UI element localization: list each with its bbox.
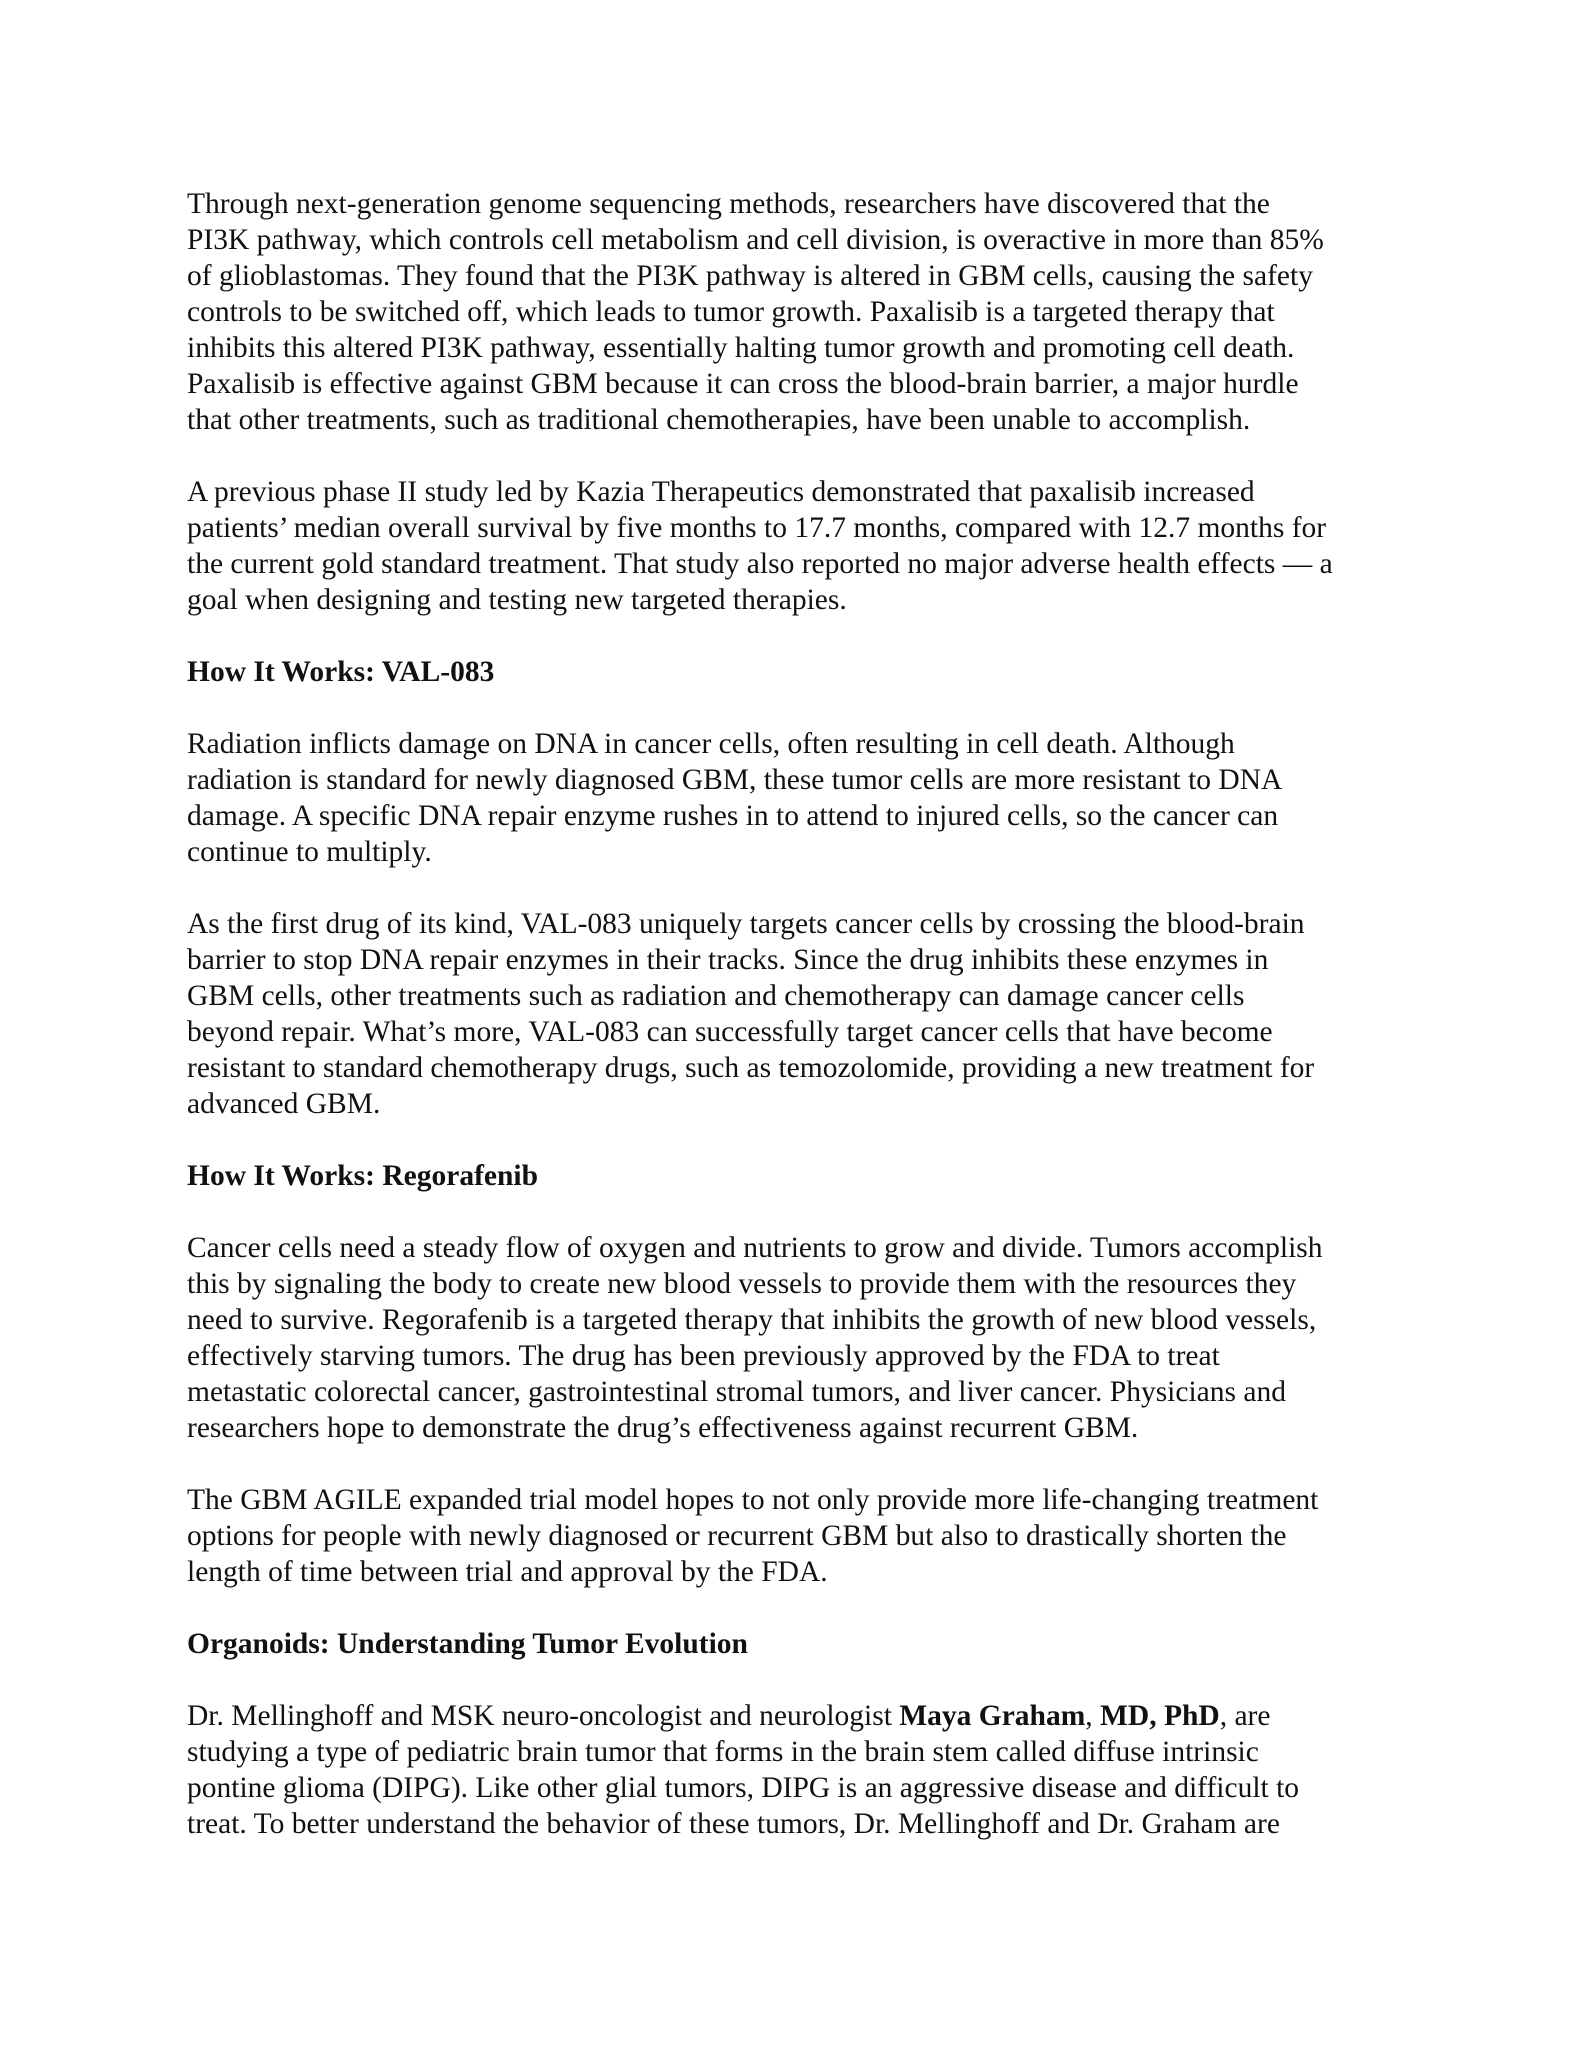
text-line — [187, 1698, 1397, 1734]
text-line: The GBM AGILE expanded trial model hopes to not only provide more life-changing treatment — [187, 1484, 1319, 1516]
text-line: this by signaling the body to create new blood vessels to provide them with the resources they — [187, 1268, 1297, 1300]
document-body — [187, 186, 1397, 1878]
text-line: beyond repair. What’s more, VAL-083 can successfully target cancer cells that have become — [187, 1016, 1273, 1048]
text-line: length of time between trial and approval by the FDA. — [187, 1556, 828, 1588]
text-line: controls to be switched off, which leads to tumor growth. Paxalisib is a targeted therapy that — [187, 296, 1275, 328]
paragraph-pi3k-pathway — [187, 186, 1397, 438]
text-line: pontine glioma (DIPG). Like other glial tumors, DIPG is an aggressive disease and difficult to — [187, 1772, 1300, 1804]
section-heading-organoids: Organoids: Understanding Tumor Evolution — [187, 1628, 748, 1660]
text-line: metastatic colorectal cancer, gastrointestinal stromal tumors, and liver cancer. Physicians and — [187, 1376, 1286, 1408]
text-line: studying a type of pediatric brain tumor that forms in the brain stem called diffuse intrinsic — [187, 1736, 1259, 1768]
text-line: need to survive. Regorafenib is a targeted therapy that inhibits the growth of new blood vessels, — [187, 1304, 1317, 1336]
text-line: Radiation inflicts damage on DNA in cancer cells, often resulting in cell death. Although — [187, 728, 1235, 760]
text-line: radiation is standard for newly diagnosed GBM, these tumor cells are more resistant to DNA — [187, 764, 1283, 796]
text-line: treat. To better understand the behavior of these tumors, Dr. Mellinghoff and Dr. Graham are — [187, 1808, 1280, 1840]
text-line: options for people with newly diagnosed or recurrent GBM but also to drastically shorten the — [187, 1520, 1287, 1552]
text-line: damage. A specific DNA repair enzyme rushes in to attend to injured cells, so the cancer can — [187, 800, 1279, 832]
text-line: of glioblastomas. They found that the PI3K pathway is altered in GBM cells, causing the safety — [187, 260, 1313, 292]
paragraph-gbm-agile — [187, 1482, 1397, 1590]
text-line: that other treatments, such as traditional chemotherapies, have been unable to accomplish. — [187, 404, 1251, 436]
text-line: resistant to standard chemotherapy drugs, such as temozolomide, providing a new treatment for — [187, 1052, 1315, 1084]
section-heading-regorafenib: How It Works: Regorafenib — [187, 1160, 538, 1192]
section-heading-val-083: How It Works: VAL-083 — [187, 656, 495, 688]
text-line: patients’ median overall survival by five months to 17.7 months, compared with 12.7 months for — [187, 512, 1327, 544]
text-run: Dr. Mellinghoff and MSK neuro-oncologist and neurologist — [187, 1700, 900, 1732]
text-line: continue to multiply. — [187, 836, 432, 868]
text-line: Cancer cells need a steady flow of oxygen and nutrients to grow and divide. Tumors accomplish — [187, 1232, 1323, 1264]
text-line: Paxalisib is effective against GBM because it can cross the blood-brain barrier, a major hurdle — [187, 368, 1299, 400]
text-line: Through next-generation genome sequencing methods, researchers have discovered that the — [187, 188, 1270, 220]
text-run: , — [1085, 1700, 1101, 1732]
text-line: GBM cells, other treatments such as radiation and chemotherapy can damage cancer cells — [187, 980, 1245, 1012]
text-line: inhibits this altered PI3K pathway, essentially halting tumor growth and promoting cell death. — [187, 332, 1295, 364]
text-line: researchers hope to demonstrate the drug’s effectiveness against recurrent GBM. — [187, 1412, 1139, 1444]
text-line: effectively starving tumors. The drug has been previously approved by the FDA to treat — [187, 1340, 1220, 1372]
paragraph-phase-ii-study — [187, 474, 1397, 618]
paragraph-val-083-drug — [187, 906, 1397, 1122]
text-line: the current gold standard treatment. That study also reported no major adverse health effects — a — [187, 548, 1333, 580]
text-line: As the first drug of its kind, VAL-083 uniquely targets cancer cells by crossing the blood-brain — [187, 908, 1305, 940]
person-name-bold: Maya Graham — [899, 1700, 1086, 1732]
text-line: PI3K pathway, which controls cell metabolism and cell division, is overactive in more than 85% — [187, 224, 1324, 256]
paragraph-regorafenib — [187, 1230, 1397, 1446]
text-line: goal when designing and testing new targeted therapies. — [187, 584, 847, 616]
credentials-bold: MD, PhD — [1100, 1700, 1220, 1732]
text-line: barrier to stop DNA repair enzymes in their tracks. Since the drug inhibits these enzymes in — [187, 944, 1269, 976]
paragraph-dipg — [187, 1698, 1397, 1842]
text-line: advanced GBM. — [187, 1088, 381, 1120]
text-run: , are — [1219, 1700, 1271, 1732]
paragraph-radiation — [187, 726, 1397, 870]
text-line: A previous phase II study led by Kazia Therapeutics demonstrated that paxalisib increased — [187, 476, 1255, 508]
